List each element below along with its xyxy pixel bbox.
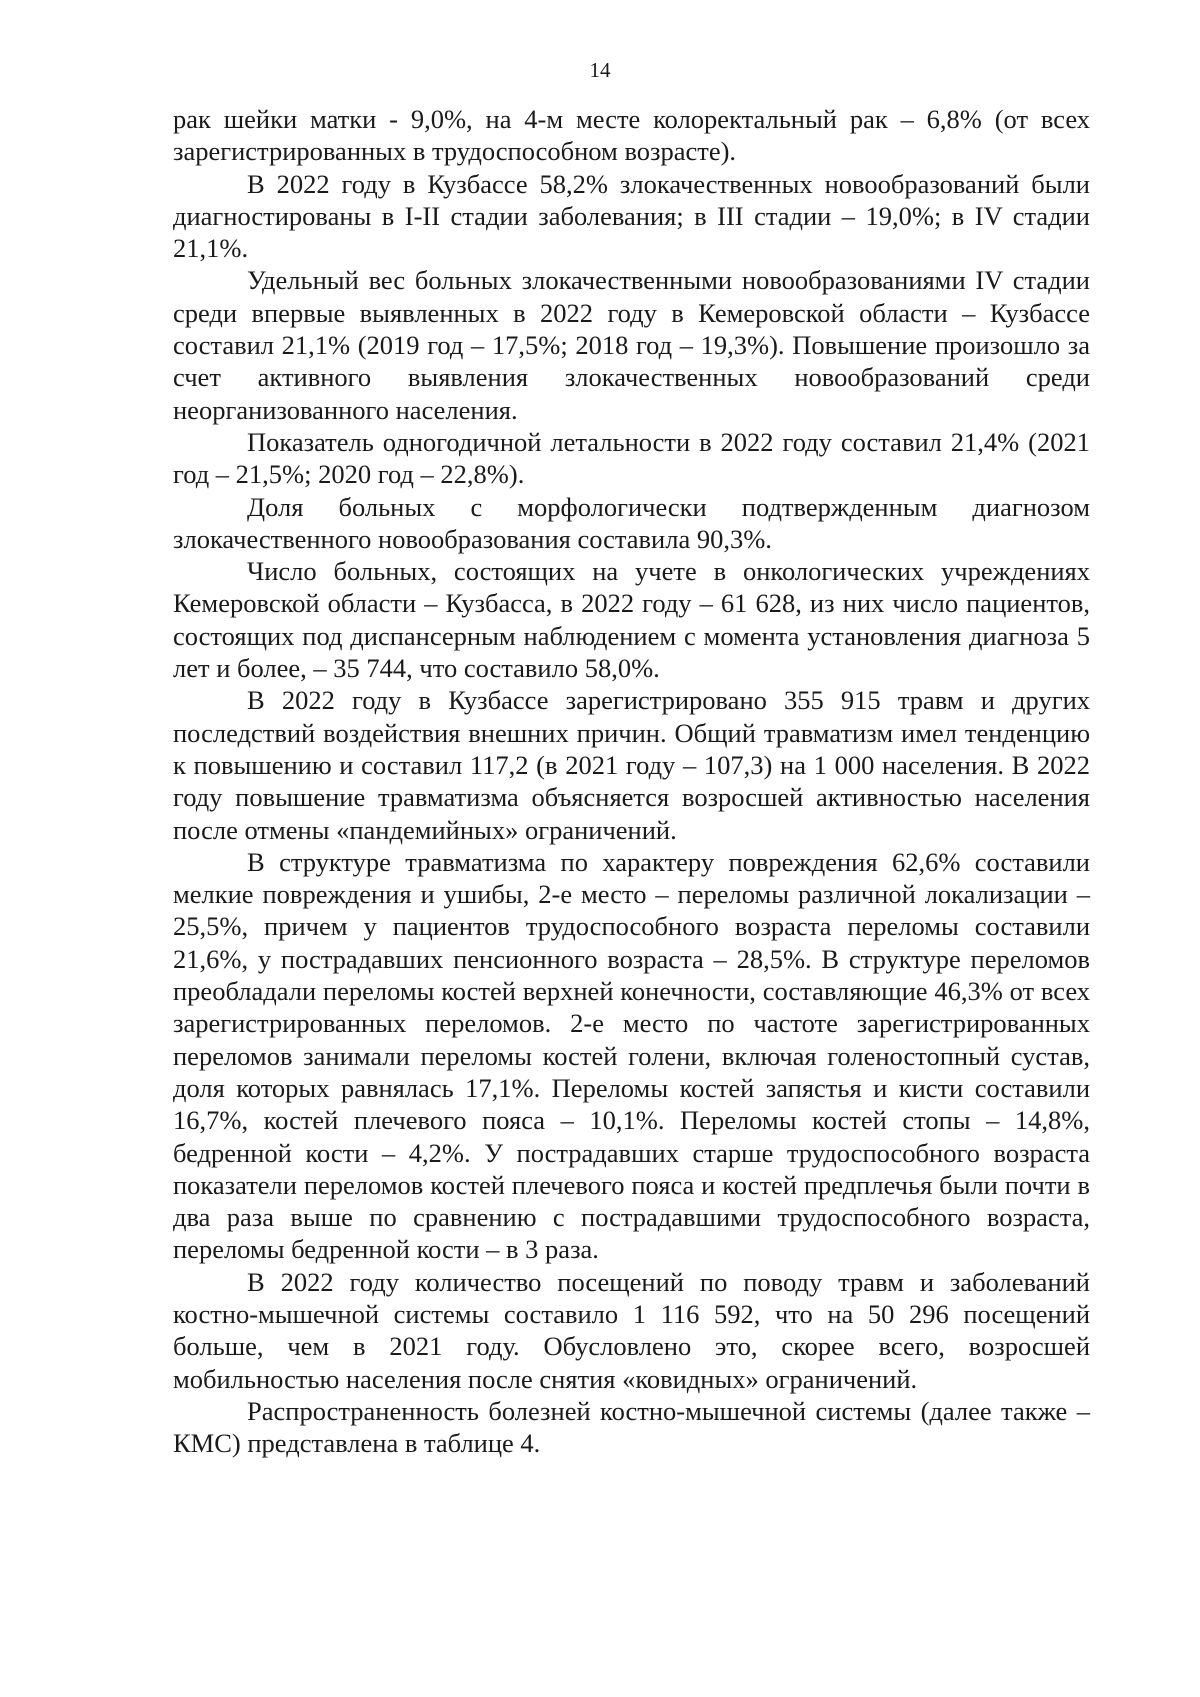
paragraph-stage-distribution: В 2022 году в Кузбассе 58,2% злокачественных новообразований были диагностированы в I-II стадии заболевания; в III стадии – 19,0%; в IV стадии 21,1%.: [173, 168, 1090, 264]
paragraph-musculoskeletal-prevalence: Распространенность болезней костно-мышечной системы (далее также – КМС) представлена в таблице 4.: [173, 1395, 1090, 1459]
paragraph-injury-structure: В структуре травматизма по характеру повреждения 62,6% составили мелкие повреждения и ушибы, 2-е место – переломы различной локализации – 25,5%, причем у пациентов трудоспособного возраста переломы составили 21,6%, у пострадавших пенсионного возраста – 28,5%. В структуре переломов преобладали переломы костей верхней конечности, составляющие 46,3% от всех зарегистрированных переломов. 2-е место по частоте зарегистрированных переломов занимали переломы костей голени, включая голеностопный сустав, доля которых равнялась 17,1%. Переломы костей запястья и кисти составили 16,7%, костей плечевого пояса – 10,1%. Переломы костей стопы – 14,8%, бедренной кости – 4,2%. У пострадавших старше трудоспособного возраста показатели переломов костей плечевого пояса и костей предплечья были почти в два раза выше по сравнению с пострадавшими трудоспособного возраста, переломы бедренной кости – в 3 раза.: [173, 846, 1090, 1265]
document-body: [173, 103, 1090, 1459]
paragraph-stage-iv-share: Удельный вес больных злокачественными новообразованиями IV стадии среди впервые выявленных в 2022 году в Кемеровской области – Кузбассе составил 21,1% (2019 год – 17,5%; 2018 год – 19,3%). Повышение произошло за счет активного выявления злокачественных новообразований среди неорганизованного населения.: [173, 265, 1090, 425]
paragraph-registered-patients: Число больных, состоящих на учете в онкологических учреждениях Кемеровской области – Кузбасса, в 2022 году – 61 628, из них число пациентов, состоящих под диспансерным наблюдением с момента установления диагноза 5 лет и более, – 35 744, что составило 58,0%.: [173, 556, 1090, 684]
page-number: 14: [589, 58, 611, 82]
paragraph-injuries-total: В 2022 году в Кузбассе зарегистрировано 355 915 травм и других последствий воздействия внешних причин. Общий травматизм имел тенденцию к повышению и составил 117,2 (в 2021 году – 107,3) на 1 000 населения. В 2022 году повышение травматизма объясняется возросшей активностью населения после отмены «пандемийных» ограничений.: [173, 685, 1090, 845]
paragraph-one-year-mortality: Показатель одногодичной летальности в 2022 году составил 21,4% (2021 год – 21,5%; 2020 год – 22,8%).: [173, 426, 1090, 490]
paragraph-continuation-cervical-cancer: рак шейки матки - 9,0%, на 4-м месте колоректальный рак – 6,8% (от всех зарегистрированных в трудоспособном возрасте).: [173, 104, 1090, 167]
paragraph-visits: В 2022 году количество посещений по поводу травм и заболеваний костно-мышечной системы составило 1 116 592, что на 50 296 посещений больше, чем в 2021 году. Обусловлено это, скорее всего, возросшей мобильностью населения после снятия «ковидных» ограничений.: [173, 1266, 1090, 1394]
paragraph-morphological-confirmation: Доля больных с морфологически подтвержденным диагнозом злокачественного новообразования составила 90,3%.: [173, 491, 1090, 554]
